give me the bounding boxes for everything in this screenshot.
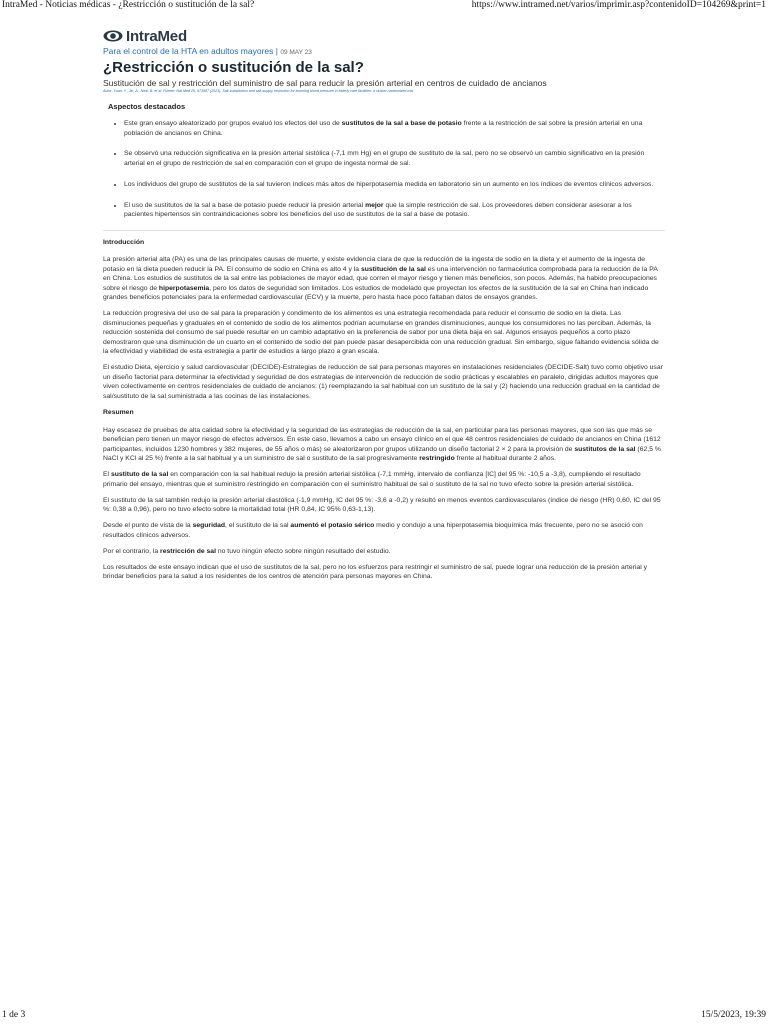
highlight-item: • Se observó una reducción significativa en la presión arterial sistólica (-7,1 mm Hg) en el grupo de sustituto de la sal, pero no se observó un cambio significativo en la presión arterial en el grupo de restricción de sal en comparación con el grupo de ingesta normal de sal. (124, 149, 665, 168)
summary-paragraph: Los resultados de este ensayo indican que el uso de sustitutos de la sal, pero no los esfuerzos para restringir el suministro de sal, puede lograr una reducción de la presión arterial y brindar beneficios para la salud a los residentes de los centros de atención para personas mayores en China. (103, 563, 648, 581)
summary-paragraph: El sustituto de la sal también redujo la presión arterial diastólica (-1,9 mmHg, IC del 95 %: -3,6 a -0,2) y resultó en menos eventos cardiovasculares (índice de riesgo (HR) 0,60, IC del 95 %: 0,38 a 0,96), pero no tuvo efecto sobre la mortalidad total (HR 0,84, IC 95% 0,63-1,13). (103, 496, 661, 514)
bold-term: sustitución de la sal (360, 265, 426, 273)
summary-paragraph: El sustituto de la sal en comparación con la sal habitual redujo la presión arterial sistólica (-7,1 mmHg, intervalo de confianza [IC] del 95 %: -10,5 a -3,8), cumpliendo el resultado primario del ensayo, mientras que el suministro restringido en comparación con el suministro habitual de sal o sustituto de la sal no tuvo efecto sobre la presión arterial sistólica. (103, 471, 641, 488)
page-number: 1 de 3 (2, 1010, 26, 1020)
intro-paragraph: La presión arterial alta (PA) es una de las principales causas de muerte, y existe evidencia clara de que la reducción de la ingesta de sodio en la dieta y el aumento de la ingesta de potasio en la dieta pueden reducir la PA. El consumo de sodio en China es alto 4 y la sustitución de la sal es una intervención no farmacéutica comprobada para la reducción de la PA en China. Los estudios de sustitutos de la sal entre las poblaciones de mayor edad, que corren el mayor riesgo y tienen más beneficios, son pocos. Además, ha habido preocupaciones sobre el riesgo de hiperpotasemia, pero los datos de seguridad son limitados. Los estudios de modelado que proyectan los efectos de la sustitución de la sal en China han indicado grandes beneficios potenciales para la enfermedad cardiovascular (ECV) y la muerte, pero hasta hace poco faltaban datos de ensayos grandes. (103, 256, 658, 302)
print-date: 15/5/2023, 19:39 (701, 1010, 766, 1020)
highlight-item: • El uso de sustitutos de la sal a base de potasio puede reducir la presión arterial mejor que la simple restricción de sal. Los proveedores deben considerar asesorar a los pacientes hipertensos sin contraindicaciones sobre los beneficios del uso de sustitutos de la sal a base de potasio. (124, 201, 665, 220)
bold-term: restricción de sal (160, 547, 216, 555)
article-body (103, 238, 665, 582)
citation[interactable]: Autor: Yuan, Y., Jin, A., Neal, B. et al. Fuente: Nat Med 29, 973987 (2023). Salt substitution and salt-supply restriction for lowering blood pressure in elderly care facilities: a cluster-randomized trial (103, 89, 414, 93)
print-header-url: https://www.intramed.net/varios/imprimir.asp?contenidoID=104269&print=1 (471, 0, 766, 10)
bold-term: seguridad (192, 522, 226, 530)
bold-term: hiperpotasemia (158, 284, 210, 292)
bold-term: sustituto de la sal (110, 471, 169, 479)
article (103, 28, 665, 588)
highlight-item: • Este gran ensayo aleatorizado por grupos evaluó los efectos del uso de sustitutos de la sal a base de potasio frente a la restricción de sal sobre la presión arterial en una población de ancianos en China. (124, 119, 665, 138)
highlights-section (103, 102, 665, 220)
intramed-logo[interactable] (103, 28, 665, 44)
bold-term: aumentó el potasio sérico (290, 522, 375, 530)
bold-term: mejor (365, 201, 384, 209)
highlights-list (108, 119, 665, 220)
summary-paragraph: Hay escasez de pruebas de alta calidad sobre la efectividad y la seguridad de las estrategias de reducción de la sal, en particular para las personas mayores, que son las que más se benefician pero tienen un mayor riesgo de efectos adversos. En este caso, llevamos a cabo un ensayo clínico en el que 48 centros residenciales de cuidado de ancianos en China (1612 participantes, incluidos 1230 hombres y 382 mujeres, de 55 años o más) se aleatorizaron por grupos utilizando un diseño factorial 2 × 2 para la provisión de sustitutos de la sal (62,5 % NaCl y KCl al 25 %) frente a la sal habitual y a un suministro de sal o sustituto de la sal progresivamente restringido frente al habitual durante 2 años. (103, 426, 661, 463)
bold-term: sustitutos de la sal a base de potasio (341, 120, 462, 127)
highlight-item: • Los individuos del grupo de sustitutos de la sal tuvieron índices más altos de hiperpotasemia medida en laboratorio sin un aumento en los índices de eventos clínicos adversos. (124, 180, 665, 190)
page-title: ¿Restricción o sustitución de la sal? (103, 59, 364, 76)
logo-text: IntraMed (126, 27, 187, 45)
topic-link[interactable]: Para el control de la HTA en adultos mayores (103, 46, 274, 56)
eye-logo-icon (103, 30, 123, 42)
bold-term: restringido (419, 455, 455, 463)
publish-date: 09 MAY 23 (280, 49, 312, 56)
highlights-heading: Aspectos destacados (108, 102, 186, 111)
summary-paragraph: Por el contrario, la restricción de sal no tuvo ningún efecto sobre ningún resultado del estudio. (103, 547, 391, 555)
intro-paragraph: La reducción progresiva del uso de sal para la preparación y condimento de los alimentos es una estrategia recomendada para reducir el consumo de sodio en la dieta. Las disminuciones pequeñas y graduales en el contenido de sodio de los alimentos podrían acumularse en grandes disminuciones, aunque los consumidores no las perciban. Además, la reducción sostenida del consumo de sal puede resultar en un cambio adaptativo en la preferencia de sabor por una dieta baja en sal. Algunos ensayos pequeños a corto plazo demostraron que una disminución de un cuarto en el contenido de sodio del pan puede pasar desapercibida con una reducción gradual. Sin embargo, sigue faltando evidencia sólida de la efectividad y viabilidad de esta estrategia a partir de estudios a largo plazo a gran escala. (103, 310, 659, 356)
intro-paragraph: El estudio Dieta, ejercicio y salud cardiovascular (DECIDE)-Estrategias de reducción de sal para personas mayores en instalaciones residenciales (DECIDE-Salt) tuvo como objetivo usar un diseño factorial para determinar la efectividad y seguridad de dos estrategias de intervención de reducción de sodio prácticas y escalables en paralelo, dirigidas adultos mayores que viven colectivamente en centros residenciales de cuidado de ancianos: (1) reemplazando la sal habitual con un sustituto de la sal y (2) haciendo una reducción gradual en la cantidad de sal/sustituto de la sal suministrada a las cocinas de las instalaciones. (103, 364, 663, 400)
bold-term: sustitutos de la sal (574, 445, 636, 453)
print-header (0, 0, 768, 12)
article-kicker (103, 46, 665, 56)
divider (103, 230, 665, 231)
summary-paragraph: Desde el punto de vista de la seguridad, el sustituto de la sal aumentó el potasio sérico medio y condujo a una hiperpotasemia bioquímica más frecuente, pero no se asoció con resultados clínicos adversos. (103, 522, 643, 539)
print-footer (0, 1010, 768, 1022)
intro-heading: Introducción (103, 238, 145, 246)
kicker-separator: | (273, 46, 281, 56)
print-header-title: IntraMed - Noticias médicas - ¿Restricción o sustitución de la sal? (2, 0, 255, 10)
article-subtitle: Sustitución de sal y restricción del suministro de sal para reducir la presión arterial en centros de cuidado de ancianos (103, 78, 547, 88)
summary-heading: Resumen (103, 409, 134, 417)
